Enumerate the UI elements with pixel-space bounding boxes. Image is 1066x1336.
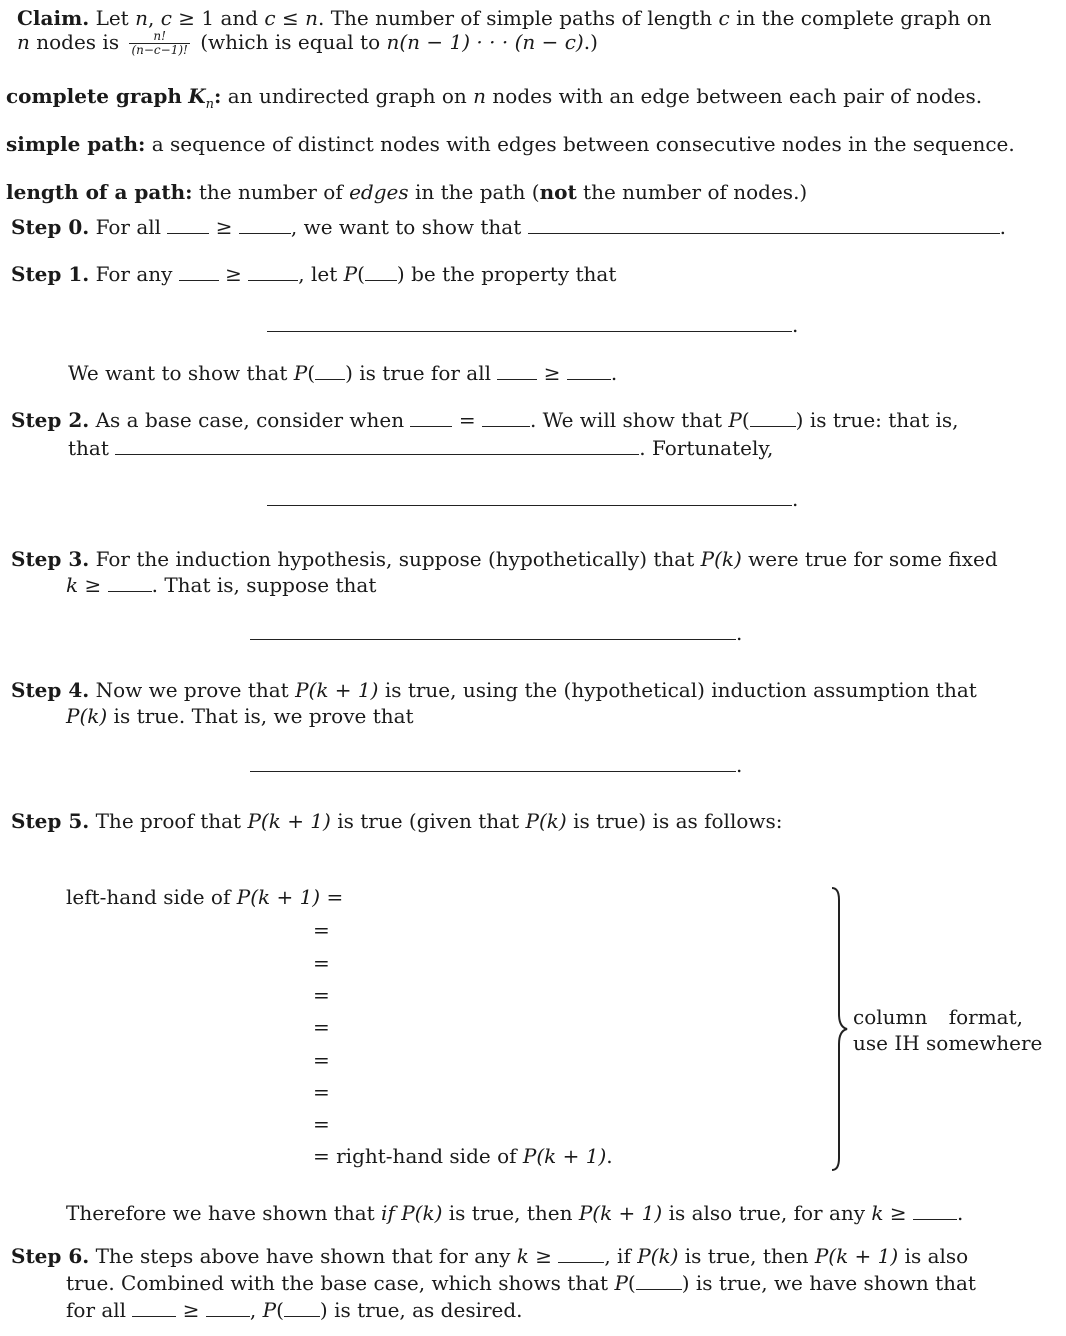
blank-field[interactable] <box>482 425 530 427</box>
step-4-label: Step 4. <box>11 678 90 702</box>
step-4: Step 4. Now we prove that P(k + 1) is true, using the (hypothetical) induction assumption that <box>11 678 977 702</box>
blank-field[interactable] <box>497 378 537 380</box>
step-2: Step 2. As a base case, consider when = . We will show that P( ) is true: that is, <box>11 408 959 432</box>
step-4-line-2: P(k) is true. That is, we prove that <box>66 704 414 728</box>
blank-field[interactable] <box>132 1315 176 1317</box>
blank-field[interactable] <box>315 378 345 380</box>
derivation-equals-sign: = <box>313 1112 330 1136</box>
claim-label: Claim. <box>17 6 90 30</box>
blank-field[interactable] <box>365 279 397 281</box>
blank-field[interactable] <box>239 232 291 234</box>
claim-line-1: Claim. Let n, c ≥ 1 and c ≤ n. The number of simple paths of length c in the complete graph on <box>17 6 992 30</box>
derivation-equals-sign: = <box>313 1048 330 1072</box>
blank-field[interactable] <box>284 1315 320 1317</box>
derivation-equals-sign: = <box>313 1015 330 1039</box>
blank-field[interactable] <box>108 590 152 592</box>
step-6-line-3: for all ≥ , P( ) is true, as desired. <box>66 1298 523 1322</box>
therefore-line: Therefore we have shown that if P(k) is true, then P(k + 1) is also true, for any k ≥ . <box>66 1201 964 1225</box>
step-5-label: Step 5. <box>11 809 90 833</box>
step-6-line-2: true. Combined with the base case, which shows that P( ) is true, we have shown that <box>66 1271 976 1295</box>
derivation-equals-sign: = <box>313 951 330 975</box>
claim-line-2: n nodes is $\frac{n!}{(n-c-1)!}$ (which is equal to n(n − 1) · · · (n − c).) <box>17 29 598 57</box>
step-3-label: Step 3. <box>11 547 90 571</box>
derivation-equals-sign: = <box>313 918 330 942</box>
answer-line[interactable] <box>267 331 792 332</box>
derivation-equals-sign: = <box>313 1080 330 1104</box>
step-1: Step 1. For any ≥ , let P( ) be the property that <box>11 262 617 286</box>
step-2-line-2: that . Fortunately, <box>68 436 774 460</box>
derivation-rhs: = right-hand side of P(k + 1). <box>313 1144 613 1168</box>
step-0: Step 0. For all ≥ , we want to show that . <box>11 215 1006 239</box>
blank-field[interactable] <box>410 425 452 427</box>
definition-complete-graph: complete graph $K_n$: an undirected graph on n nodes with an edge between each pair of nodes. <box>6 84 983 112</box>
blank-field[interactable] <box>636 1288 682 1290</box>
blank-field[interactable] <box>750 425 796 427</box>
step-1-goal: We want to show that P( ) is true for all ≥ . <box>68 361 618 385</box>
step-0-label: Step 0. <box>11 215 90 239</box>
derivation-equals-sign: = <box>313 983 330 1007</box>
blank-field[interactable] <box>179 279 219 281</box>
blank-field[interactable] <box>528 232 1000 234</box>
blank-field[interactable] <box>567 378 611 380</box>
definition-path-length: length of a path: the number of edges in the path (not the number of nodes.) <box>6 180 808 204</box>
step-5: Step 5. The proof that P(k + 1) is true (given that P(k) is true) is as follows: <box>11 809 783 833</box>
claim-fraction: $\frac{n!}{(n-c-1)!}$ <box>131 29 188 57</box>
brace-note: column format, use IH somewhere <box>853 1005 1043 1055</box>
derivation-lhs: left-hand side of P(k + 1) = <box>66 885 344 909</box>
step-3: Step 3. For the induction hypothesis, suppose (hypothetically) that P(k) were true for some fixed <box>11 547 998 571</box>
step-3-line-2: k ≥ . That is, suppose that <box>66 573 377 597</box>
step-6-label: Step 6. <box>11 1244 90 1268</box>
right-brace-icon <box>830 886 852 1172</box>
step-6: Step 6. The steps above have shown that for any k ≥ , if P(k) is true, then P(k + 1) is also <box>11 1244 969 1268</box>
step-1-label: Step 1. <box>11 262 90 286</box>
blank-field[interactable] <box>558 1261 604 1263</box>
answer-line[interactable] <box>267 505 792 506</box>
blank-field[interactable] <box>115 453 639 455</box>
blank-field[interactable] <box>913 1218 957 1220</box>
blank-field[interactable] <box>206 1315 250 1317</box>
definition-simple-path: simple path: a sequence of distinct nodes with edges between consecutive nodes in the sequence. <box>6 132 1015 156</box>
step-2-label: Step 2. <box>11 408 90 432</box>
blank-field[interactable] <box>248 279 298 281</box>
answer-line[interactable] <box>250 639 736 640</box>
blank-field[interactable] <box>167 232 209 234</box>
answer-line[interactable] <box>250 771 736 772</box>
